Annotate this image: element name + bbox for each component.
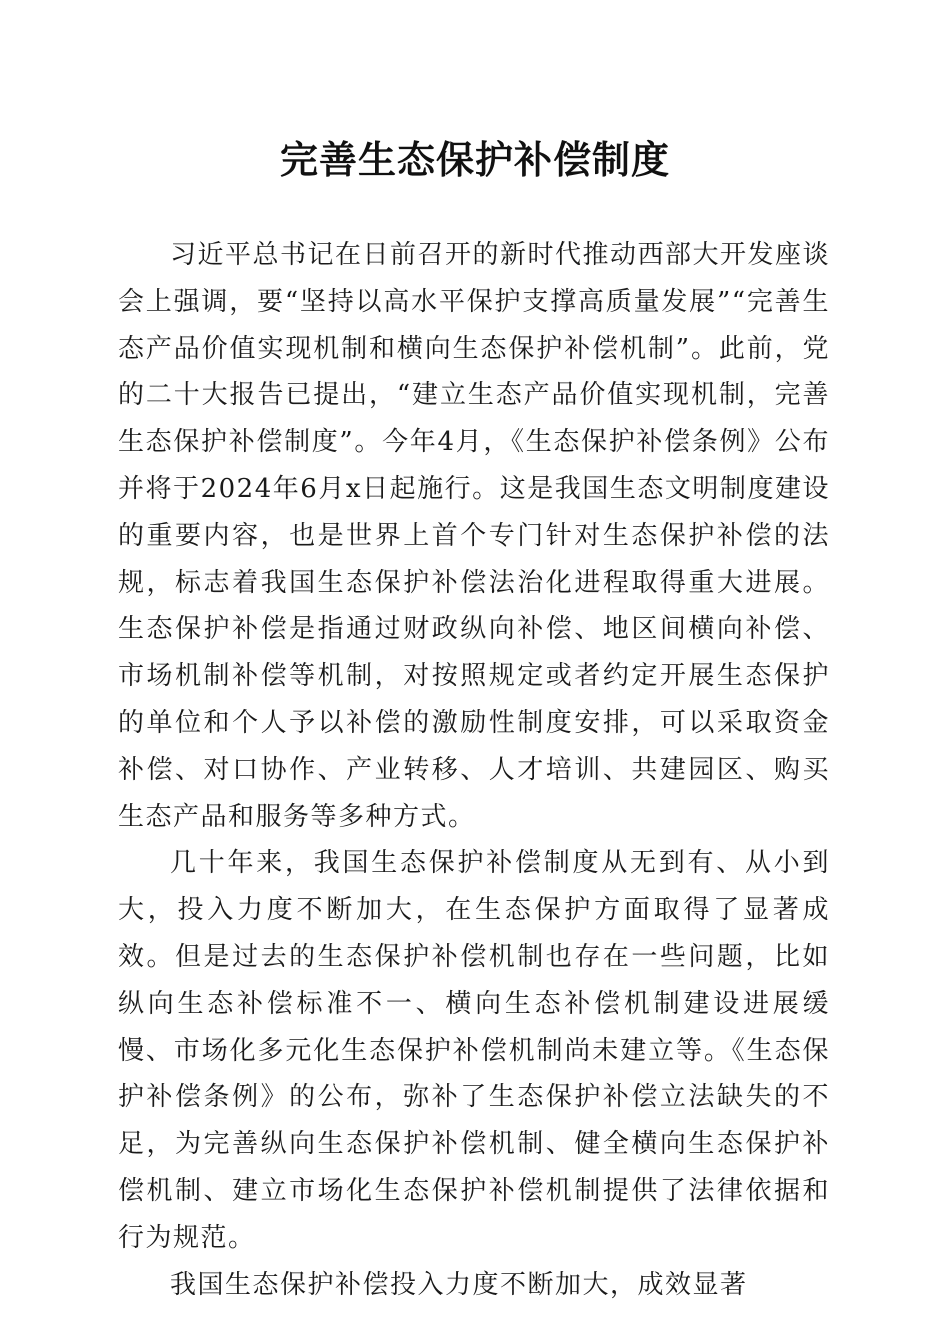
document-title: 完善生态保护补偿制度 — [279, 137, 670, 182]
document-body — [118, 232, 830, 1308]
paragraph-1: 习近平总书记在日前召开的新时代推动西部大开发座谈会上强调，要“坚持以高水平保护支撑高质量发展”“完善生态产品价值实现机制和横向生态保护补偿机制”。此前，党的二十大报告已提出，“建立生态产品价值实现机制，完善生态保护补偿制度”。今年4月，《生态保护补偿条例》公布并将于2024年6月x日起施行。这是我国生态文明制度建设的重要内容，也是世界上首个专门针对生态保护补偿的法规，标志着我国生态保护补偿法治化进程取得重大进展。生态保护补偿是指通过财政纵向补偿、地区间横向补偿、市场机制补偿等机制，对按照规定或者约定开展生态保护的单位和个人予以补偿的激励性制度安排，可以采取资金补偿、对口协作、产业转移、人才培训、共建园区、购买生态产品和服务等多种方式。 — [118, 240, 831, 832]
paragraph-2: 几十年来，我国生态保护补偿制度从无到有、从小到大，投入力度不断加大，在生态保护方面取得了显著成效。但是过去的生态保护补偿机制也存在一些问题，比如纵向生态补偿标准不一、横向生态补偿机制建设进展缓慢、市场化多元化生态保护补偿机制尚未建立等。《生态保护补偿条例》的公布，弥补了生态保护补偿立法缺失的不足，为完善纵向生态保护补偿机制、健全横向生态保护补偿机制、建立市场化生态保护补偿机制提供了法律依据和行为规范。 — [118, 848, 830, 1253]
paragraph-3: 我国生态保护补偿投入力度不断加大，成效显著 — [170, 1269, 748, 1300]
